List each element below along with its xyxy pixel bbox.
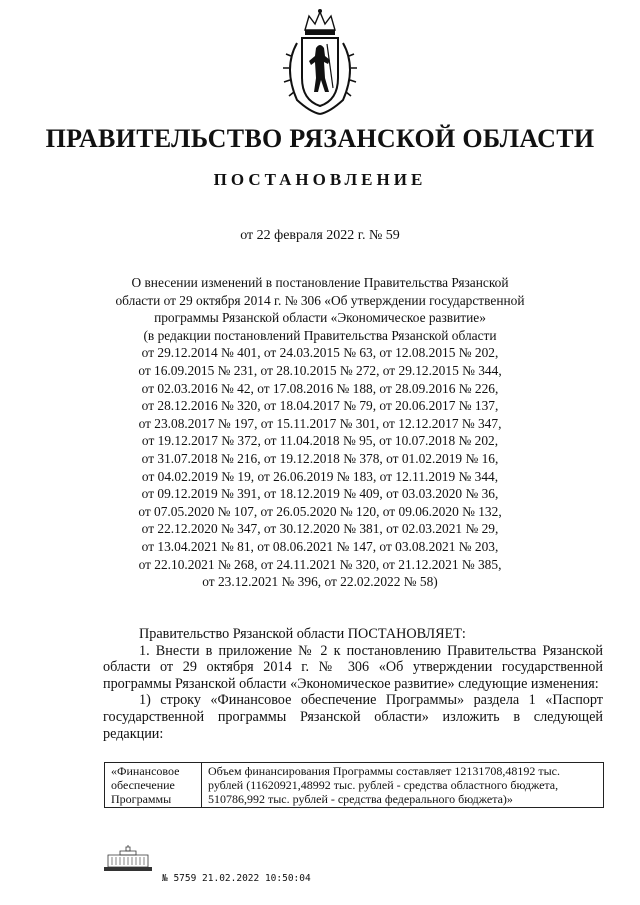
heading-line: от 23.12.2021 № 396, от 22.02.2022 № 58) [202, 574, 438, 590]
building-stamp-icon [100, 845, 156, 873]
heading-line: от 28.12.2016 № 320, от 18.04.2017 № 79, от 20.06.2017 № 137, [141, 398, 499, 414]
decree-line: Правительство Рязанской области ПОСТАНОВЛЯЕТ: [139, 626, 466, 642]
heading-line: от 02.03.2016 № 42, от 17.08.2016 № 188, от 28.09.2016 № 226, [141, 380, 499, 396]
item-1-subitem-1: 1) строку «Финансовое обеспечение Программы» раздела 1 «Паспорт государственной программы Рязанской области» изложить в следующей редакции: [103, 692, 603, 742]
heading-line: от 09.12.2019 № 391, от 18.12.2019 № 409, от 03.03.2020 № 36, [141, 486, 499, 502]
document-date: от 22 февраля 2022 г. № 59 [240, 228, 400, 243]
table-content-cell: Объем финансирования Программы составляет 12131708,48192 тыс. рублей (11620921,48992 тыс. рублей - средства областного бюджета, 510786,992 тыс. рублей - средства федерального бюджета)» [202, 763, 604, 808]
heading-line: от 04.02.2019 № 19, от 26.06.2019 № 183, от 12.11.2019 № 344, [141, 468, 499, 484]
item-1: 1. Внести в приложение № 2 к постановлению Правительства Рязанской области от 29 октября 2014 г. № 306 «Об утверждении государственной программы Рязанской области «Экономическое развитие» следующие изменения: [103, 642, 603, 692]
heading-line: от 13.04.2021 № 81, от 08.06.2021 № 147, от 03.08.2021 № 203, [141, 538, 499, 554]
heading-line: от 16.09.2015 № 231, от 28.10.2015 № 272, от 29.12.2015 № 344, [138, 362, 502, 378]
table-row [105, 763, 604, 808]
registration-number: № 5759 21.02.2022 10:50:04 [162, 873, 311, 884]
document-type: ПОСТАНОВЛЕНИЕ [213, 170, 427, 189]
table-label-cell: «Финансовое обеспечение Программы [105, 763, 202, 808]
heading-line: области от 29 октября 2014 г. № 306 «Об утверждении государственной [115, 292, 525, 308]
heading-line: от 31.07.2018 № 216, от 19.12.2018 № 378, от 01.02.2019 № 16, [141, 450, 499, 466]
heading-line: программы Рязанской области «Экономическое развитие» [154, 310, 486, 326]
heading-line: от 22.10.2021 № 268, от 24.11.2021 № 320, от 21.12.2021 № 385, [138, 556, 502, 572]
heading-line: от 07.05.2020 № 107, от 26.05.2020 № 120, от 09.06.2020 № 132, [138, 503, 502, 519]
heading-line: от 29.12.2014 № 401, от 24.03.2015 № 63, от 12.08.2015 № 202, [141, 345, 499, 361]
heading-line: от 22.12.2020 № 347, от 30.12.2020 № 381, от 02.03.2021 № 29, [141, 521, 499, 537]
financing-table [104, 762, 604, 808]
heading-line: (в редакции постановлений Правительства Рязанской области [143, 327, 497, 343]
heading-line: О внесении изменений в постановление Правительства Рязанской [131, 275, 509, 290]
heading-line: от 19.12.2017 № 372, от 11.04.2018 № 95, от 10.07.2018 № 202, [141, 433, 499, 449]
decree-heading [90, 274, 550, 591]
coat-of-arms-icon [275, 8, 365, 118]
government-title: ПРАВИТЕЛЬСТВО РЯЗАНСКОЙ ОБЛАСТИ [45, 124, 595, 153]
decree-body [103, 626, 603, 742]
heading-line: от 23.08.2017 № 197, от 15.11.2017 № 301, от 12.12.2017 № 347, [138, 415, 502, 431]
